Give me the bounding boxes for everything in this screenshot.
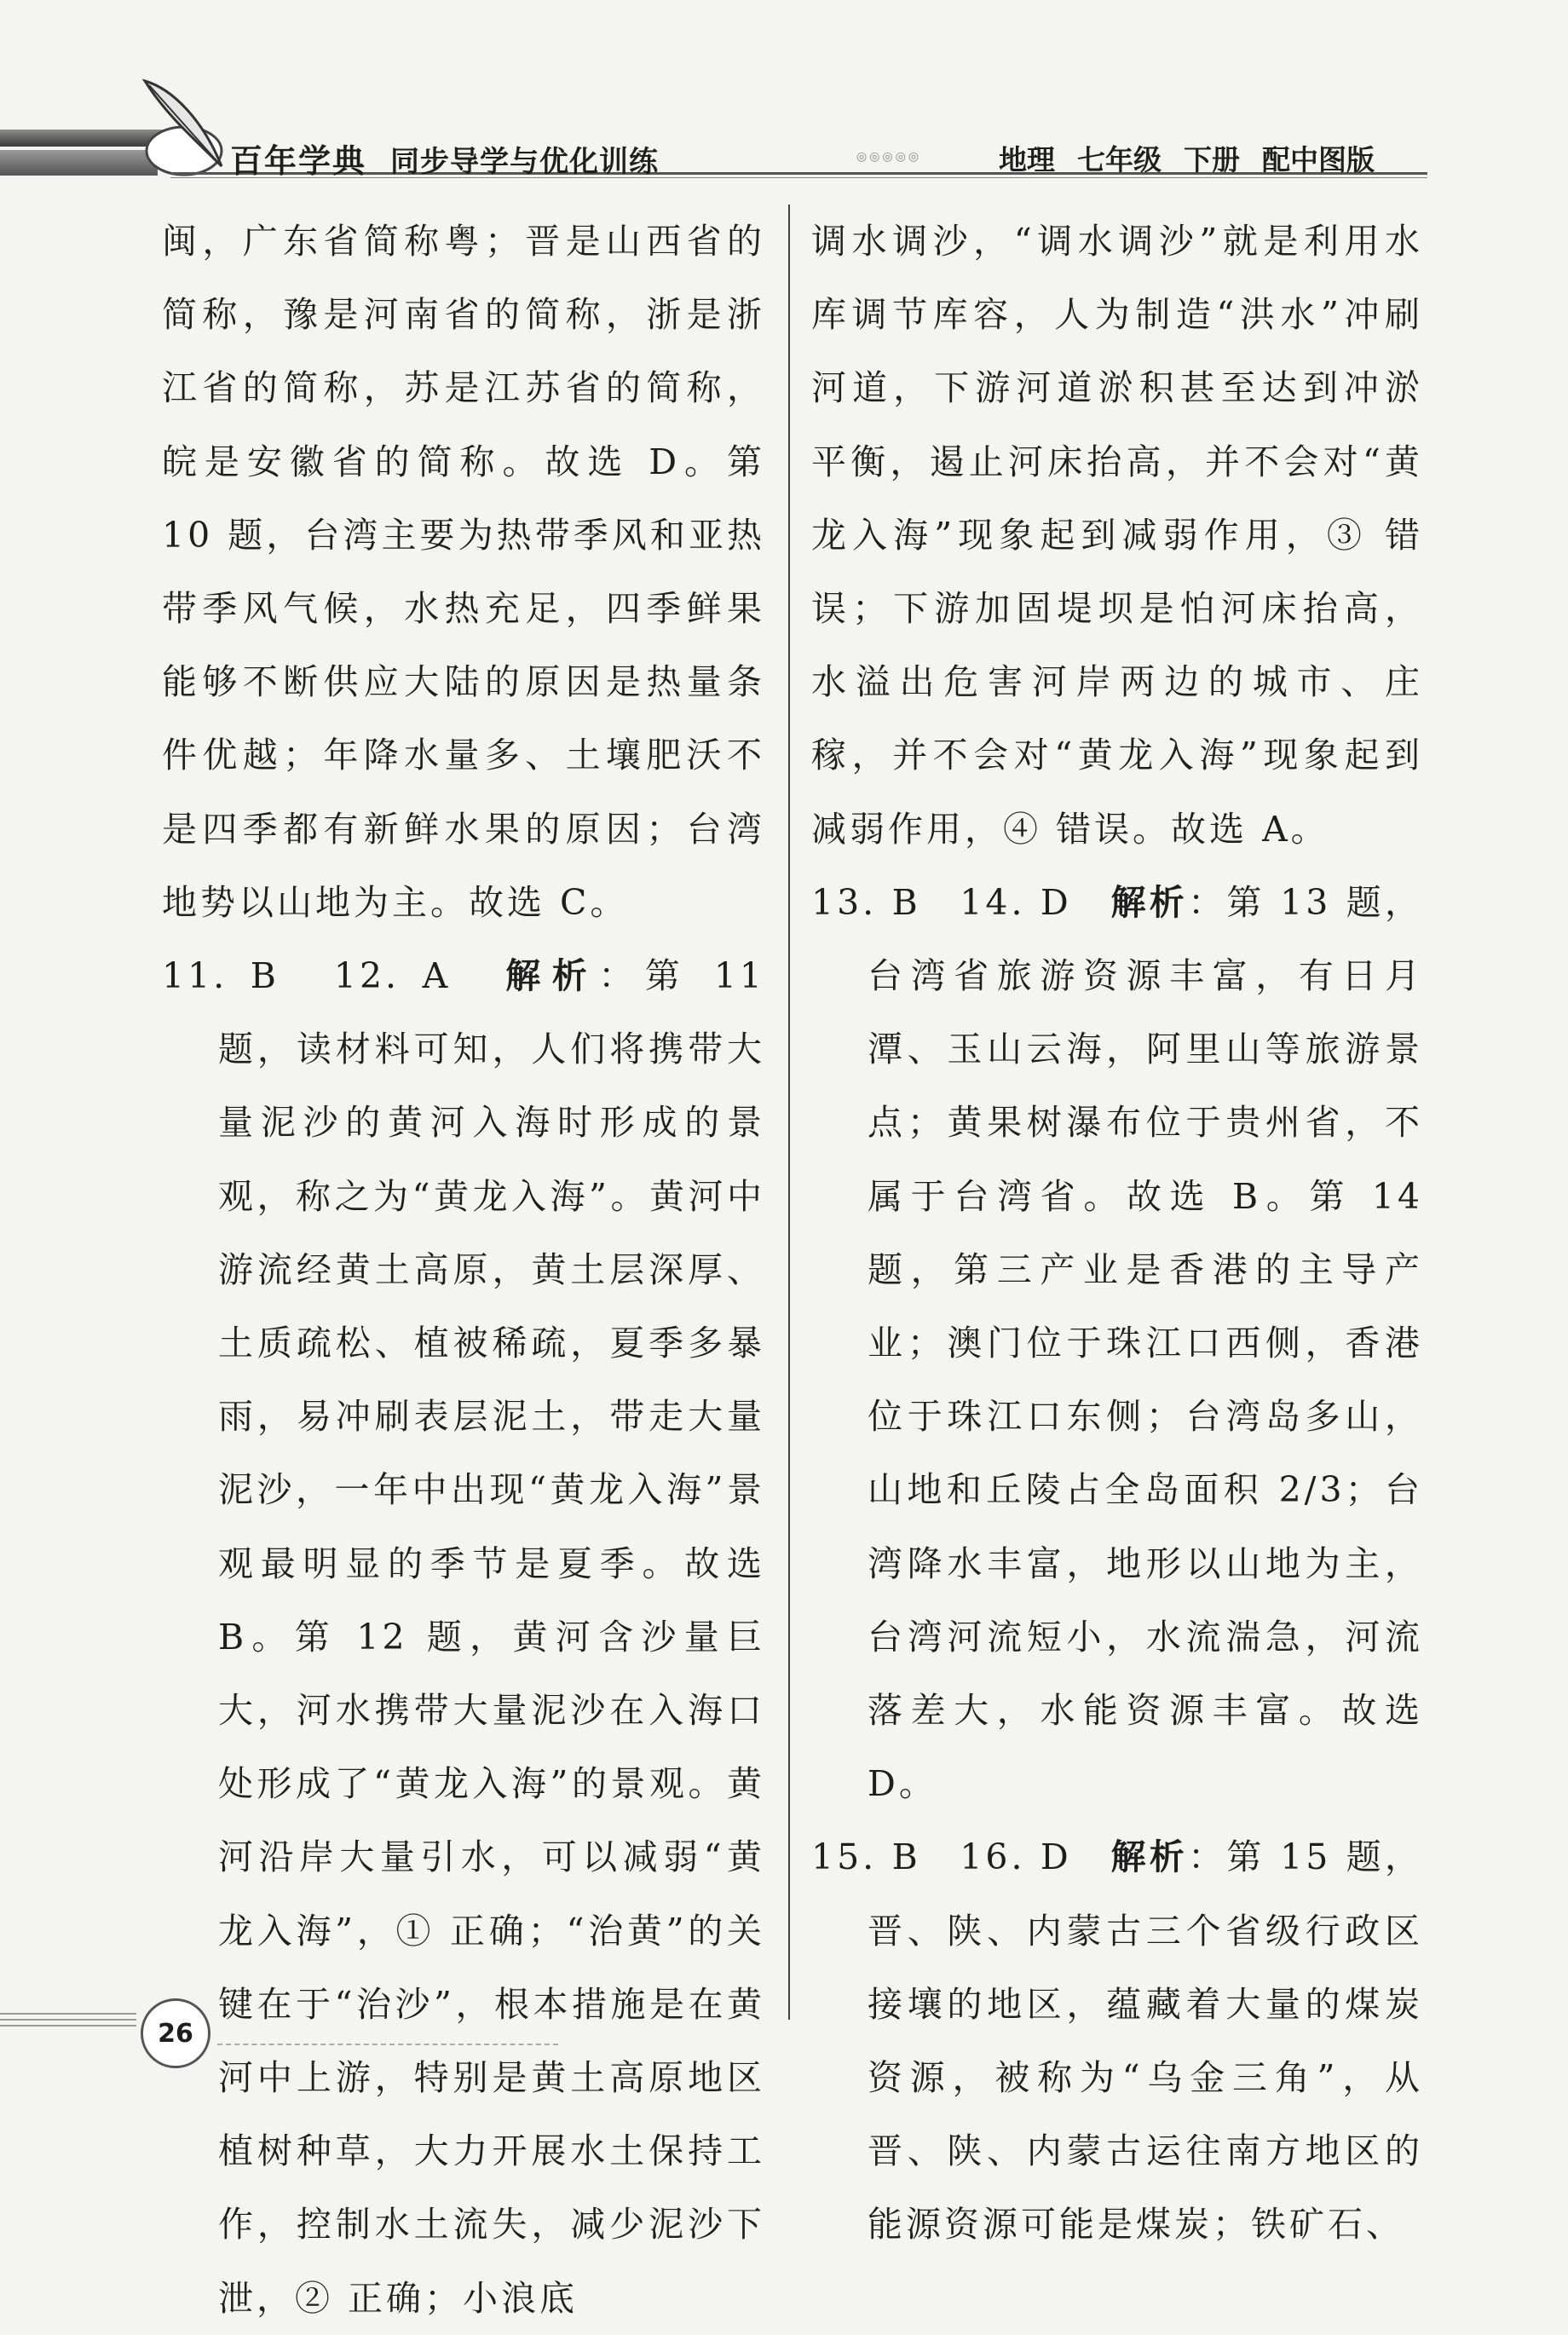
footer-rule: [217, 2044, 558, 2045]
book-title: 百年学典: [230, 142, 367, 180]
footer-lines: [0, 2013, 136, 2038]
column-divider: [788, 205, 790, 2020]
answer-paragraph: [162, 205, 765, 939]
left-column: [162, 205, 765, 2335]
answer-text: 调水调沙，“调水调沙”就是利用水库调节库容，人为制造“洪水”冲刷河道，下游河道淤积甚至达到冲淤平衡，遏止河床抬高，并不会对“黄龙入海”现象起到减弱作用，③ 错误；下游加固堤坝是怕河床抬高，水溢出危害河岸两边的城市、庄稼，并不会对“黄龙入海”现象起到减弱作用，④ 错误。故选 A。: [811, 221, 1423, 850]
answer-paragraph: [811, 205, 1423, 866]
answer-text: ：第 15 题，晋、陕、内蒙古三个省级行政区接壤的地区，蕴藏着大量的煤炭资源，被称为“乌金三角”，从晋、陕、内蒙古运往南方地区的能源资源可能是煤炭；铁矿石、: [868, 1836, 1423, 2246]
grade-label: 七年级: [1077, 143, 1162, 176]
answer-numbers: 11. B 12. A: [162, 955, 506, 997]
answer-numbers: 15. B 16. D: [811, 1836, 1111, 1878]
answer-text: ：第 11 题，读材料可知，人们将携带大量泥沙的黄河入海时形成的景观，称之为“黄龙入海”。黄河中游流经黄土高原，黄土层深厚、土质疏松、植被稀疏，夏季多暴雨，易冲刷表层泥土，带走大量泥沙，一年中出现“黄龙入海”景观最明显的季节是夏季。故选 B。第 12 题，黄河含沙量巨大，河水携带大量泥沙在入海口处形成了“黄龙入海”的景观。黄河沿岸大量引水，可以减弱“黄龙入海”，① 正确；“治黄”的关键在于“治沙”，根本措施是在黄河中上游，特别是黄土高原地区植树种草，大力开展水土保持工作，控制水土流失，减少泥沙下泄，② 正确；小浪底: [218, 955, 765, 2319]
book-subtitle: 同步导学与优化训练: [390, 145, 659, 179]
page-header: [0, 0, 1568, 205]
analysis-label: 解析: [505, 955, 599, 997]
right-column: [811, 205, 1423, 2262]
answer-paragraph: [811, 866, 1423, 1821]
page-number: 26: [141, 1998, 210, 2068]
subject-label: 地理: [999, 143, 1055, 176]
edition-label: 配中图版: [1262, 143, 1375, 176]
answer-numbers: 13. B 14. D: [811, 881, 1111, 923]
feather-quill-icon: [128, 72, 239, 183]
header-dots: ◎◎◎◎◎: [856, 150, 922, 164]
answer-text: 闽，广东省简称粤；晋是山西省的简称，豫是河南省的简称，浙是浙江省的简称，苏是江苏省的简称，皖是安徽省的简称。故选 D。第 10 题，台湾主要为热带季风和亚热带季风气候，水热充足，四季鲜果能够不断供应大陆的原因是热量条件优越；年降水量多、土壤肥沃不是四季都有新鲜水果的原因；台湾地势以山地为主。故选 C。: [162, 221, 765, 923]
book-meta: [999, 138, 1408, 178]
answer-paragraph: [811, 1820, 1423, 2261]
volume-label: 下册: [1184, 143, 1240, 176]
answer-text: ：第 13 题，台湾省旅游资源丰富，有日月潭、玉山云海，阿里山等旅游景点；黄果树瀑布位于贵州省，不属于台湾省。故选 B。第 14 题，第三产业是香港的主导产业；澳门位于珠江口西侧，香港位于珠江口东侧；台湾岛多山，山地和丘陵占全岛面积 2/3；台湾降水丰富，地形以山地为主，台湾河流短小，水流湍急，河流落差大，水能资源丰富。故选 D。: [868, 881, 1423, 1805]
analysis-label: 解析: [1110, 1836, 1189, 1878]
analysis-label: 解析: [1110, 881, 1189, 923]
answer-paragraph: [162, 939, 765, 2335]
